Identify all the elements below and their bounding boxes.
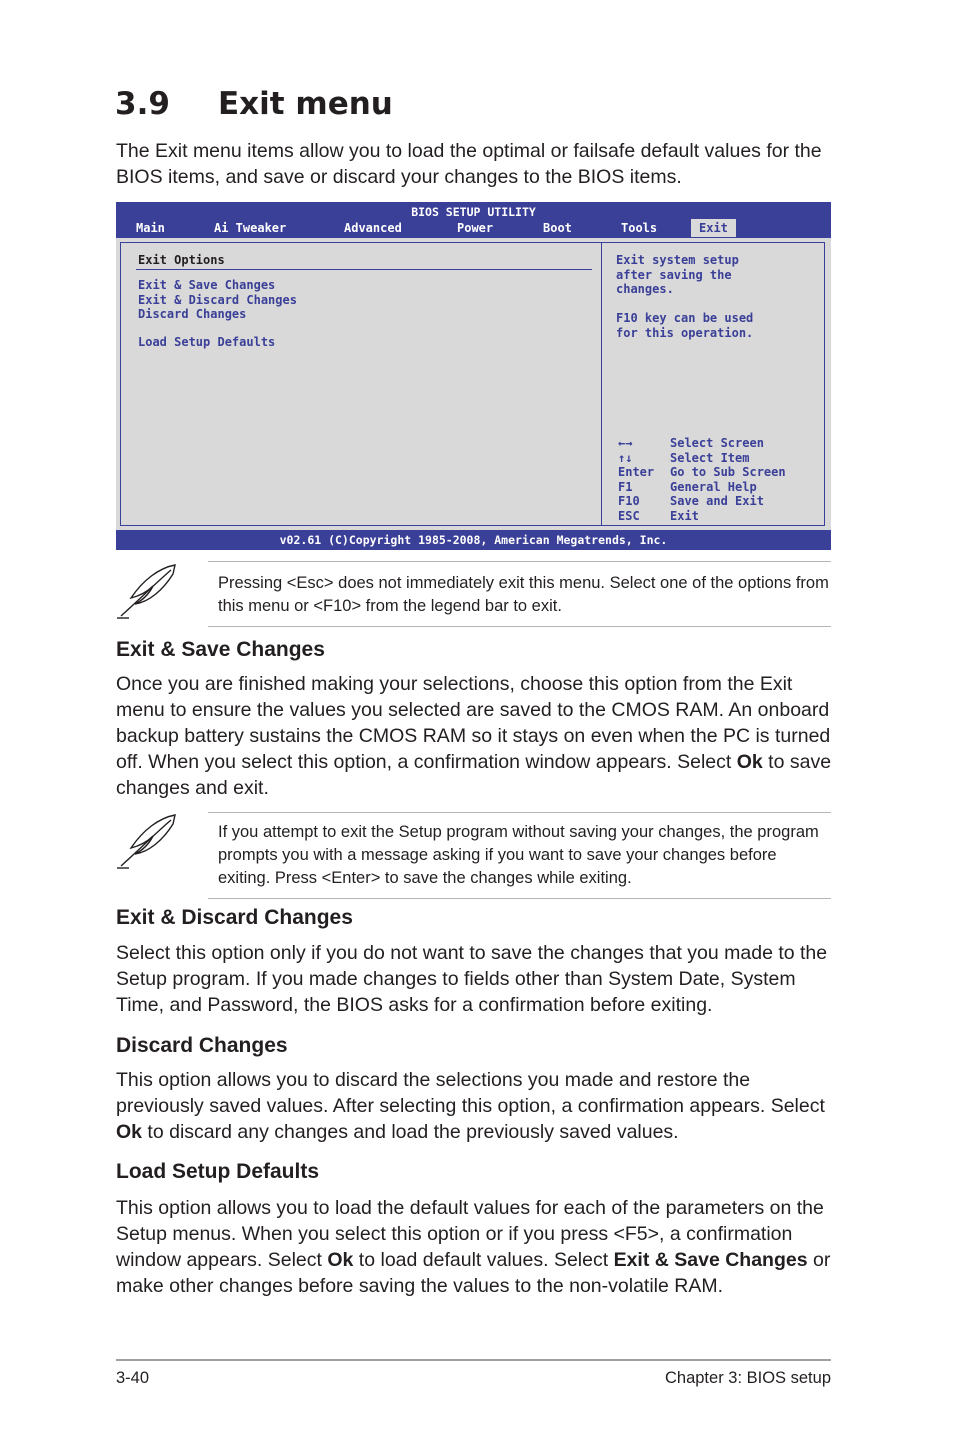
help-line: F10 key can be used bbox=[616, 311, 754, 325]
paragraph-text: This option allows you to discard the selections you made and restore the previously saved values. After selecting this option, a confirmation appears. Select bbox=[116, 1069, 825, 1117]
section-heading bbox=[115, 86, 393, 122]
heading-load-defaults: Load Setup Defaults bbox=[116, 1160, 320, 1183]
tab-boot[interactable]: Boot bbox=[543, 221, 572, 235]
tab-ai-tweaker[interactable]: Ai Tweaker bbox=[214, 221, 287, 235]
chapter-label: Chapter 3: BIOS setup bbox=[664, 1369, 831, 1387]
legend-key: Enter bbox=[618, 465, 655, 479]
legend-row bbox=[618, 494, 764, 509]
options-divider bbox=[136, 269, 592, 270]
heading-exit-save: Exit & Save Changes bbox=[116, 638, 325, 661]
menu-item-discard[interactable]: Discard Changes bbox=[138, 307, 247, 321]
legend-key: ↑↓ bbox=[618, 450, 633, 465]
legend-desc: Exit bbox=[670, 508, 699, 523]
page-number: 3-40 bbox=[116, 1369, 150, 1387]
heading-exit-discard: Exit & Discard Changes bbox=[116, 906, 353, 929]
legend-row bbox=[618, 509, 699, 524]
heading-discard: Discard Changes bbox=[116, 1034, 288, 1057]
legend-key: ←→ bbox=[618, 436, 633, 450]
paragraph-bold: Exit & Save Changes bbox=[613, 1249, 808, 1271]
legend-desc: Go to Sub Screen bbox=[670, 465, 786, 479]
bios-tab-bar bbox=[116, 219, 831, 237]
section-number: 3.9 bbox=[115, 86, 170, 122]
bios-title: BIOS SETUP UTILITY bbox=[411, 205, 536, 219]
note-quill-icon bbox=[113, 562, 181, 622]
paragraph-text: or make other changes before saving the values to the non-volatile RAM. bbox=[116, 1249, 831, 1297]
paragraph-bold: Ok bbox=[736, 751, 763, 773]
note-text: Pressing <Esc> does not immediately exit this menu. Select one of the options from this menu or <F10> from the legend bar to exit. bbox=[218, 574, 829, 615]
footer-rule bbox=[116, 1359, 831, 1361]
paragraph-text: to save changes and exit. bbox=[116, 751, 832, 799]
help-line: after saving the bbox=[616, 267, 732, 282]
note-top-rule bbox=[208, 812, 831, 813]
intro-paragraph: The Exit menu items allow you to load the optimal or failsafe default values for the BIOS items, and save or discard your changes to the BIOS items. bbox=[116, 140, 822, 188]
paragraph-text: to load default values. Select bbox=[353, 1249, 614, 1271]
help-line: for this operation. bbox=[616, 325, 754, 340]
legend-desc: Select Screen bbox=[670, 436, 764, 450]
legend-desc: General Help bbox=[670, 479, 757, 494]
tab-exit[interactable]: Exit bbox=[691, 219, 736, 237]
bios-frame bbox=[120, 242, 825, 526]
bios-screen bbox=[116, 202, 831, 550]
note-top-rule bbox=[208, 561, 831, 562]
help-line: changes. bbox=[616, 282, 674, 296]
menu-item-exit-save[interactable]: Exit & Save Changes bbox=[138, 278, 276, 292]
tab-tools[interactable]: Tools bbox=[621, 221, 658, 235]
note-quill-icon bbox=[113, 812, 181, 872]
paragraph-text: This option allows you to load the default values for each of the parameters on the Setup menus. When you select this option or if you press <F5>, a confirmation window appears. Select bbox=[116, 1197, 824, 1271]
legend-row bbox=[618, 465, 786, 480]
legend-desc: Save and Exit bbox=[670, 494, 764, 508]
note-bottom-rule bbox=[208, 626, 831, 627]
exit-options-title: Exit Options bbox=[138, 253, 225, 267]
legend-key: ESC bbox=[618, 508, 640, 523]
paragraph-discard bbox=[116, 1067, 836, 1145]
paragraph-text: Once you are finished making your selections, choose this option from the Exit menu to ensure the values you selected are saved to the CMOS RAM. An onboard backup battery sustains the CMOS RAM so it stays on even when the PC is turned off. When you select this option, a confirmation window appears. Select bbox=[116, 673, 831, 773]
legend-row bbox=[618, 451, 749, 466]
tab-power[interactable]: Power bbox=[457, 221, 494, 235]
paragraph-exit-discard: Select this option only if you do not want to save the changes that you made to the Setup program. If you made changes to fields other than System Date, System Time, and Password, the BIOS asks for a confirmation before exiting. bbox=[116, 942, 828, 1016]
legend-key: F1 bbox=[618, 479, 633, 494]
bios-copyright: v02.61 (C)Copyright 1985-2008, American Megatrends, Inc. bbox=[279, 533, 668, 547]
menu-item-load-defaults[interactable]: Load Setup Defaults bbox=[138, 335, 276, 349]
paragraph-bold: Ok bbox=[327, 1249, 354, 1271]
help-line: Exit system setup bbox=[616, 253, 739, 267]
help-divider bbox=[601, 243, 602, 525]
legend-row bbox=[618, 480, 757, 495]
tab-main[interactable]: Main bbox=[136, 221, 165, 235]
bios-body bbox=[116, 238, 831, 530]
legend-row bbox=[618, 436, 764, 451]
paragraph-load-defaults bbox=[116, 1195, 836, 1299]
paragraph-text: to discard any changes and load the previously saved values. bbox=[142, 1121, 679, 1143]
menu-item-exit-discard[interactable]: Exit & Discard Changes bbox=[138, 292, 297, 307]
paragraph-bold: Ok bbox=[116, 1121, 143, 1143]
tab-advanced[interactable]: Advanced bbox=[344, 221, 402, 235]
note-bottom-rule bbox=[208, 898, 831, 899]
paragraph-exit-save bbox=[116, 671, 836, 801]
legend-desc: Select Item bbox=[670, 450, 750, 465]
legend-key: F10 bbox=[618, 494, 640, 508]
section-title: Exit menu bbox=[218, 86, 393, 122]
note-text: If you attempt to exit the Setup program without saving your changes, the program prompts you with a message asking if you want to save your changes before exiting. Press <Enter> to save the changes while exiting. bbox=[218, 823, 819, 887]
